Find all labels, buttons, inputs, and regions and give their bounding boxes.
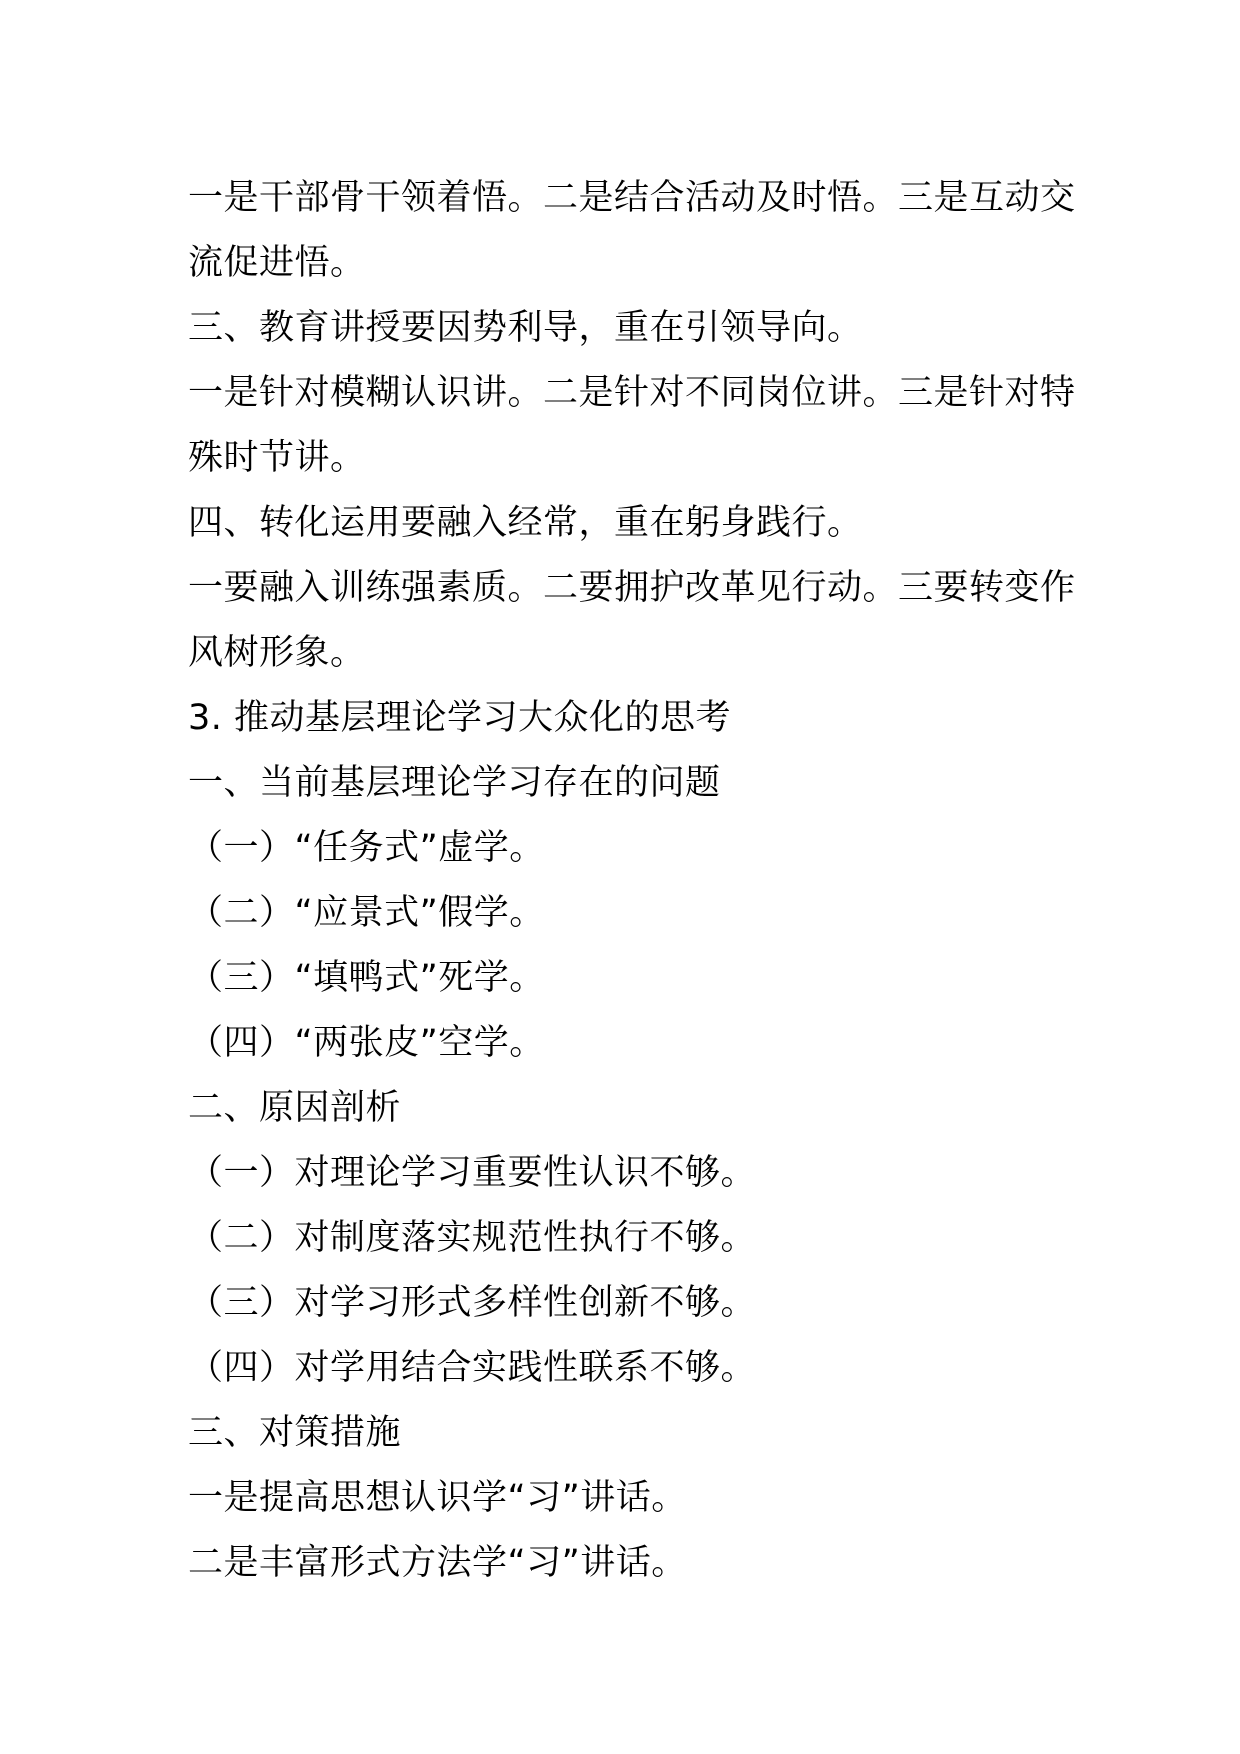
list-item: （二）“应景式”假学。 <box>188 893 545 933</box>
list-item: （一）对理论学习重要性认识不够。 <box>188 1153 757 1193</box>
text-line: 风树形象。 <box>188 633 366 673</box>
section-heading: 三、教育讲授要因势利导，重在引领导向。 <box>188 308 863 348</box>
section-heading: 一、当前基层理论学习存在的问题 <box>188 763 721 803</box>
article-title: 3. 推动基层理论学习大众化的思考 <box>188 698 732 738</box>
list-item: （三）“填鸭式”死学。 <box>188 958 545 998</box>
list-item: （一）“任务式”虚学。 <box>188 828 545 868</box>
section-heading: 三、对策措施 <box>188 1413 402 1453</box>
section-heading: 二、原因剖析 <box>188 1088 402 1128</box>
section-heading: 四、转化运用要融入经常，重在躬身践行。 <box>188 503 863 543</box>
list-item: （二）对制度落实规范性执行不够。 <box>188 1218 757 1258</box>
text-line: 殊时节讲。 <box>188 438 366 478</box>
document-body <box>188 166 1076 1596</box>
text-line: 一是干部骨干领着悟。二是结合活动及时悟。三是互动交 <box>188 178 1076 218</box>
text-line: 二是丰富形式方法学“习”讲话。 <box>188 1543 687 1583</box>
text-line: 一是提高思想认识学“习”讲话。 <box>188 1478 687 1518</box>
text-line: 一是针对模糊认识讲。二是针对不同岗位讲。三是针对特 <box>188 373 1076 413</box>
text-line: 一要融入训练强素质。二要拥护改革见行动。三要转变作 <box>188 568 1076 608</box>
text-line: 流促进悟。 <box>188 243 366 283</box>
list-item: （四）“两张皮”空学。 <box>188 1023 545 1063</box>
list-item: （四）对学用结合实践性联系不够。 <box>188 1348 757 1388</box>
list-item: （三）对学习形式多样性创新不够。 <box>188 1283 757 1323</box>
